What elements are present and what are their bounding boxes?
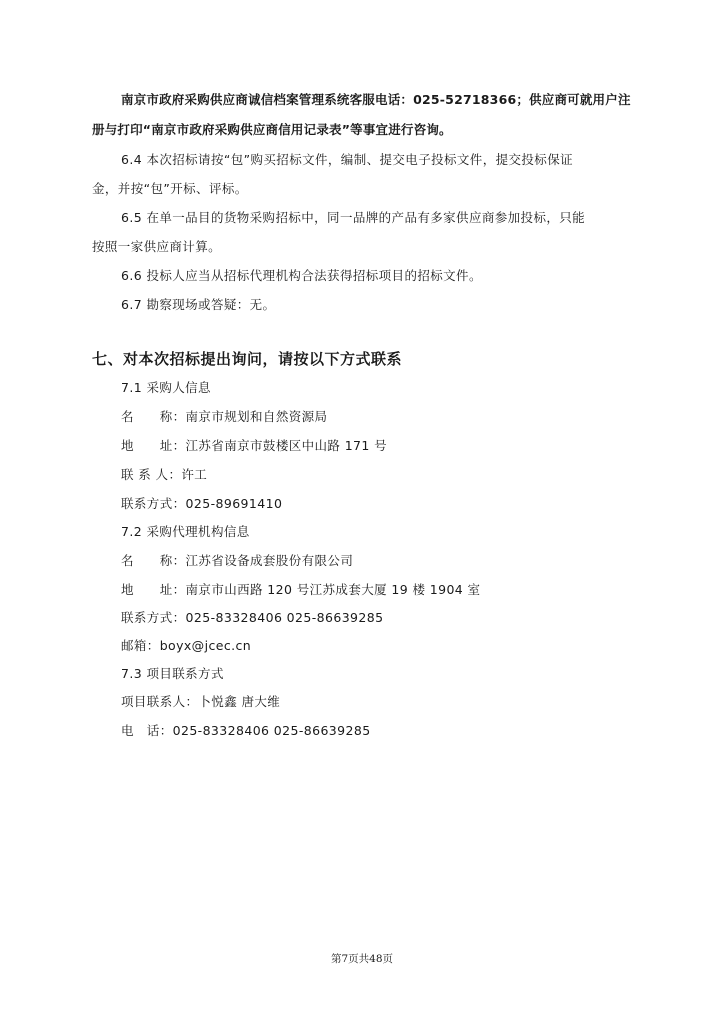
- clause-6-7: 6.7 勘察现场或答疑：无。: [121, 297, 276, 312]
- clause-6-4-line-2: 金，并按“包”开标、评标。: [92, 181, 248, 196]
- agency-name-value: 江苏省设备成套股份有限公司: [185, 553, 354, 568]
- project-title: 7.3 项目联系方式: [121, 666, 224, 681]
- project-contact-value: 卜悦鑫 唐大维: [198, 694, 281, 709]
- agency-name-row: [121, 553, 353, 569]
- purchaser-address-value: 江苏省南京市鼓楼区中山路 171 号: [185, 438, 388, 453]
- purchaser-contact-value: 许工: [181, 467, 208, 482]
- purchaser-phone-value: 025-89691410: [185, 496, 283, 511]
- agency-email-row: [121, 638, 251, 654]
- agency-address-row: [121, 582, 480, 598]
- agency-address-value: 南京市山西路 120 号江苏成套大厦 19 楼 1904 室: [185, 582, 481, 597]
- clause-6-5-line-2: 按照一家供应商计算。: [92, 239, 222, 254]
- agency-address-label: 地 址：: [121, 582, 186, 597]
- project-contact-row: [121, 694, 280, 710]
- agency-phone-value: 025-83328406 025-86639285: [185, 610, 384, 625]
- project-phone-value: 025-83328406 025-86639285: [172, 723, 371, 738]
- project-phone-label: 电 话：: [121, 723, 173, 738]
- page-footer: 第7页共48页: [330, 953, 394, 965]
- purchaser-contact-row: [121, 467, 207, 483]
- intro-line-1: 南京市政府采购供应商诚信档案管理系统客服电话：025-52718366；供应商可就用户注: [121, 92, 631, 107]
- project-phone-row: [121, 723, 371, 739]
- purchaser-contact-label: 联 系 人：: [121, 467, 182, 482]
- purchaser-title: 7.1 采购人信息: [121, 380, 211, 395]
- agency-email-value: boyx@jcec.cn: [159, 638, 252, 653]
- section-7-heading: 七、对本次招标提出询问，请按以下方式联系: [92, 350, 403, 368]
- project-contact-label: 项目联系人：: [121, 694, 199, 709]
- purchaser-address-row: [121, 438, 387, 454]
- purchaser-name-value: 南京市规划和自然资源局: [185, 409, 328, 424]
- purchaser-phone-label: 联系方式：: [121, 496, 186, 511]
- agency-phone-label: 联系方式：: [121, 610, 186, 625]
- agency-email-label: 邮箱：: [121, 638, 160, 653]
- purchaser-name-row: [121, 409, 327, 425]
- clause-6-5-line-1: 6.5 在单一品目的货物采购招标中，同一品牌的产品有多家供应商参加投标，只能: [121, 210, 586, 225]
- clause-6-4-line-1: 6.4 本次招标请按“包”购买招标文件，编制、提交电子投标文件，提交投标保证: [121, 152, 574, 167]
- purchaser-name-label: 名 称：: [121, 409, 186, 424]
- agency-title: 7.2 采购代理机构信息: [121, 524, 250, 539]
- clause-6-6: 6.6 投标人应当从招标代理机构合法获得招标项目的招标文件。: [121, 268, 482, 283]
- agency-name-label: 名 称：: [121, 553, 186, 568]
- purchaser-phone-row: [121, 496, 282, 512]
- purchaser-address-label: 地 址：: [121, 438, 186, 453]
- agency-phone-row: [121, 610, 383, 626]
- intro-line-2: 册与打印“南京市政府采购供应商信用记录表”等事宜进行咨询。: [92, 122, 452, 137]
